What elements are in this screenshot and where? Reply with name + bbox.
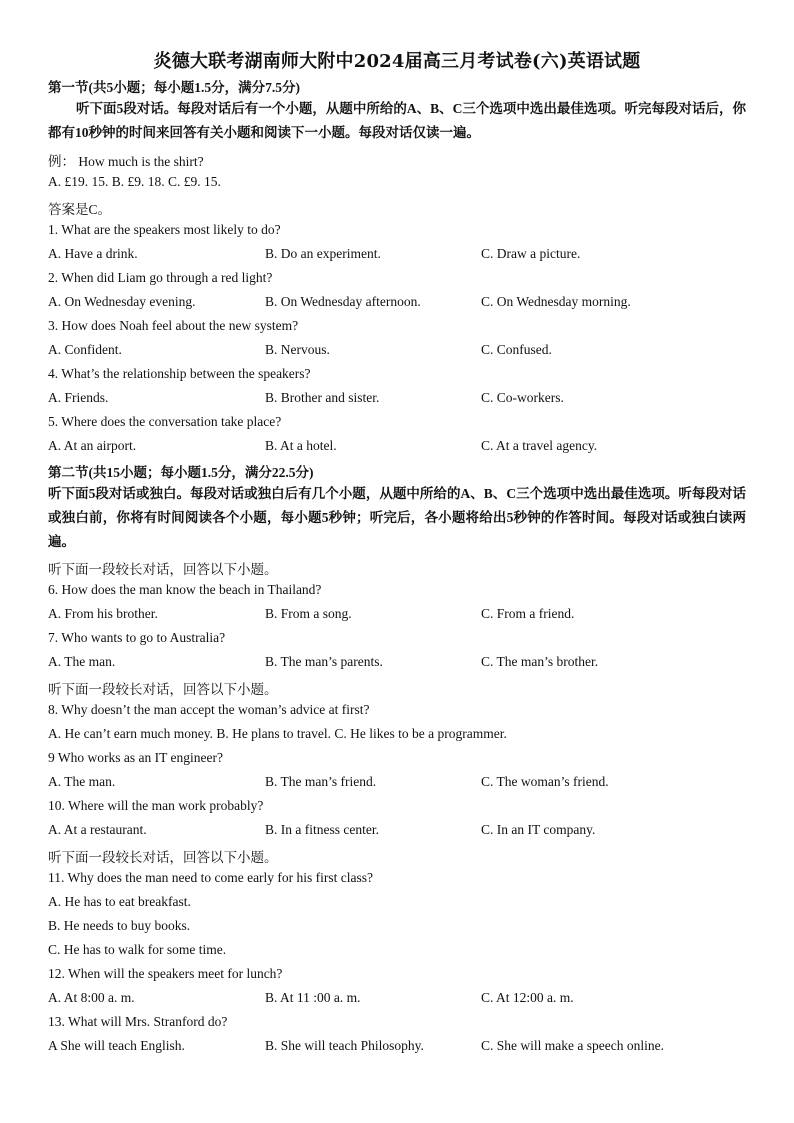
question-11: 11. Why does the man need to come early for his first class? bbox=[48, 870, 374, 885]
section-1-instructions: 听下面5段对话。每段对话后有一个小题，从题中所给的A、B、C三个选项中选出最佳选项。听完每段对话后，你都有10秒钟的时间来回答有关小题和阅读下一小题。每段对话仅读一遍。 bbox=[48, 101, 746, 140]
q9-option-c: C. The woman’s friend. bbox=[481, 774, 609, 789]
section-2-instructions: 听下面5段对话或独白。每段对话或独白后有几个小题，从题中所给的A、B、C三个选项中选出最佳选项。听每段对话或独白前，你将有时间阅读各个小题，每小题5秒钟；听完后，各小题将给出5秒钟的作答时间。每段对话或独白读两遍。 bbox=[48, 486, 746, 549]
q11-option-b: B. He needs to buy books. bbox=[48, 918, 191, 933]
q1-option-c: C. Draw a picture. bbox=[481, 246, 581, 261]
question-6: 6. How does the man know the beach in Thailand? bbox=[48, 582, 322, 597]
section-1-header: 第一节(共5小题；每小题1.5分，满分7.5分) bbox=[48, 80, 300, 95]
q5-option-b: B. At a hotel. bbox=[265, 438, 337, 453]
q9-option-a: A. The man. bbox=[48, 774, 116, 789]
q6-option-c: C. From a friend. bbox=[481, 606, 575, 621]
q5-option-a: A. At an airport. bbox=[48, 438, 137, 453]
question-5: 5. Where does the conversation take place? bbox=[48, 414, 282, 429]
dialogue-prompt-1: 听下面一段较长对话，回答以下小题。 bbox=[48, 562, 278, 577]
q5-option-c: C. At a travel agency. bbox=[481, 438, 598, 453]
section-2-header: 第二节(共15小题；每小题1.5分，满分22.5分) bbox=[48, 465, 314, 480]
q10-option-b: B. In a fitness center. bbox=[265, 822, 379, 837]
q7-option-c: C. The man’s brother. bbox=[481, 654, 599, 669]
q4-option-a: A. Friends. bbox=[48, 390, 109, 405]
q13-option-c: C. She will make a speech online. bbox=[481, 1038, 664, 1053]
q12-option-a: A. At 8:00 a. m. bbox=[48, 990, 135, 1005]
q7-option-a: A. The man. bbox=[48, 654, 116, 669]
q4-option-b: B. Brother and sister. bbox=[265, 390, 380, 405]
q6-option-a: A. From his brother. bbox=[48, 606, 158, 621]
question-7: 7. Who wants to go to Australia? bbox=[48, 630, 226, 645]
q12-option-b: B. At 11 :00 a. m. bbox=[265, 990, 361, 1005]
example-options: A. £19. 15. B. £9. 18. C. £9. 15. bbox=[48, 174, 221, 189]
question-12: 12. When will the speakers meet for lunch? bbox=[48, 966, 283, 981]
q6-option-b: B. From a song. bbox=[265, 606, 352, 621]
example-question: 例： How much is the shirt? bbox=[48, 154, 204, 169]
question-3: 3. How does Noah feel about the new system? bbox=[48, 318, 299, 333]
q2-option-a: A. On Wednesday evening. bbox=[48, 294, 196, 309]
q1-option-a: A. Have a drink. bbox=[48, 246, 138, 261]
question-1: 1. What are the speakers most likely to do? bbox=[48, 222, 281, 237]
q2-option-c: C. On Wednesday morning. bbox=[481, 294, 631, 309]
example-answer: 答案是C。 bbox=[48, 202, 112, 217]
q3-option-b: B. Nervous. bbox=[265, 342, 330, 357]
q9-option-b: B. The man’s friend. bbox=[265, 774, 377, 789]
q13-option-b: B. She will teach Philosophy. bbox=[265, 1038, 424, 1053]
q12-option-c: C. At 12:00 a. m. bbox=[481, 990, 574, 1005]
q2-option-b: B. On Wednesday afternoon. bbox=[265, 294, 421, 309]
q1-option-b: B. Do an experiment. bbox=[265, 246, 381, 261]
page-title: 炎德大联考湖南师大附中2024届高三月考试卷(六)英语试题 bbox=[153, 51, 641, 72]
question-10: 10. Where will the man work probably? bbox=[48, 798, 264, 813]
q10-option-c: C. In an IT company. bbox=[481, 822, 596, 837]
q10-option-a: A. At a restaurant. bbox=[48, 822, 147, 837]
q4-option-c: C. Co-workers. bbox=[481, 390, 564, 405]
q11-option-a: A. He has to eat breakfast. bbox=[48, 894, 191, 909]
q8-options: A. He can’t earn much money. B. He plans to travel. C. He likes to be a programmer. bbox=[48, 726, 507, 741]
q3-option-a: A. Confident. bbox=[48, 342, 122, 357]
dialogue-prompt-3: 听下面一段较长对话，回答以下小题。 bbox=[48, 850, 278, 865]
question-2: 2. When did Liam go through a red light? bbox=[48, 270, 273, 285]
question-13: 13. What will Mrs. Stranford do? bbox=[48, 1014, 228, 1029]
q7-option-b: B. The man’s parents. bbox=[265, 654, 383, 669]
question-9: 9 Who works as an IT engineer? bbox=[48, 750, 223, 765]
dialogue-prompt-2: 听下面一段较长对话，回答以下小题。 bbox=[48, 682, 278, 697]
q3-option-c: C. Confused. bbox=[481, 342, 552, 357]
question-4: 4. What’s the relationship between the speakers? bbox=[48, 366, 311, 381]
q11-option-c: C. He has to walk for some time. bbox=[48, 942, 227, 957]
question-8: 8. Why doesn’t the man accept the woman’s advice at first? bbox=[48, 702, 370, 717]
q13-option-a: A She will teach English. bbox=[48, 1038, 185, 1053]
